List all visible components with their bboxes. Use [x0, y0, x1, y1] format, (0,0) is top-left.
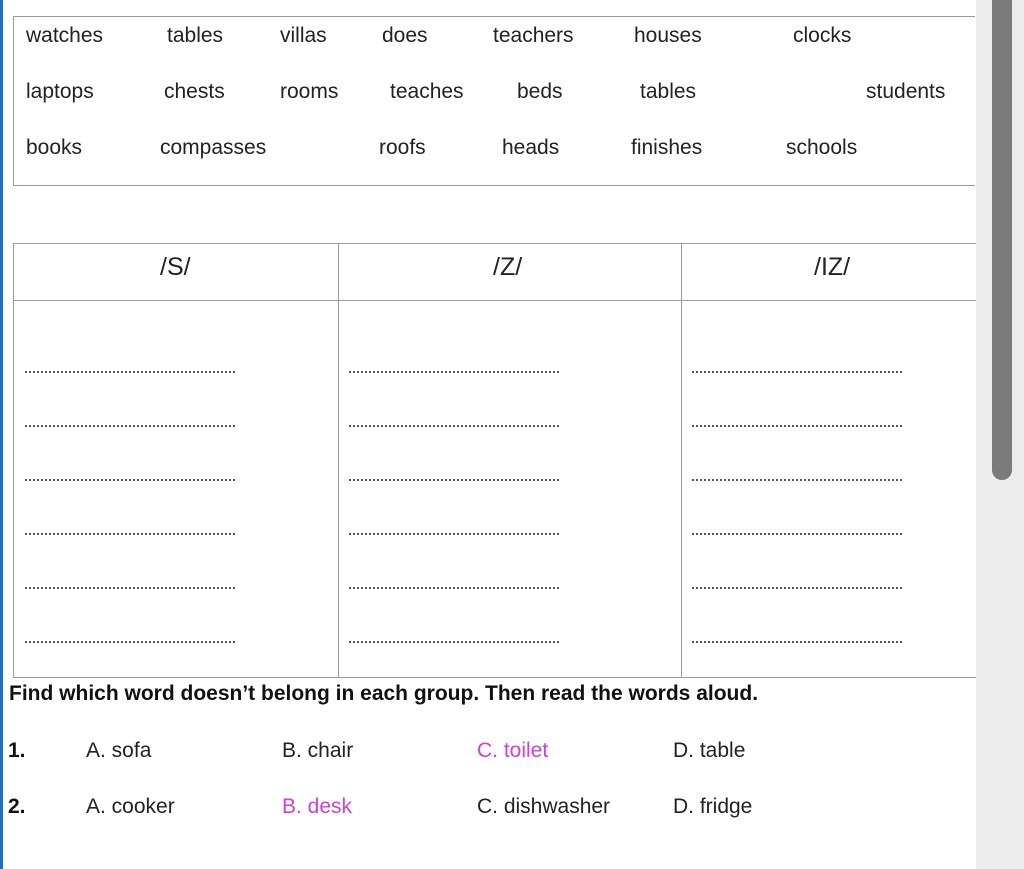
answer-blank[interactable]: [692, 641, 902, 643]
answer-blank[interactable]: [25, 371, 235, 373]
word-bank-item: compasses: [160, 136, 267, 159]
word-bank-item: heads: [502, 136, 560, 159]
word-bank-item: roofs: [379, 136, 426, 159]
answer-option[interactable]: D. table: [673, 739, 746, 762]
word-bank-item: teachers: [493, 24, 574, 47]
answer-blank[interactable]: [349, 425, 559, 427]
answer-blank[interactable]: [692, 479, 902, 481]
answer-option[interactable]: D. fridge: [673, 795, 753, 818]
word-bank-item: finishes: [631, 136, 703, 159]
word-bank-item: houses: [634, 24, 702, 47]
answer-blank[interactable]: [349, 641, 559, 643]
answer-blank[interactable]: [692, 533, 902, 535]
word-bank-item: villas: [280, 24, 327, 47]
column-divider: [681, 244, 682, 677]
answer-blank[interactable]: [25, 425, 235, 427]
question-number: 2.: [8, 795, 26, 818]
question-number: 1.: [8, 739, 26, 762]
word-bank-item: tables: [167, 24, 224, 47]
answer-blank[interactable]: [25, 479, 235, 481]
column-header-z: /Z/: [493, 253, 523, 281]
answer-blank[interactable]: [349, 587, 559, 589]
word-bank-item: beds: [517, 80, 563, 103]
column-header-iz: /IZ/: [814, 253, 851, 281]
answer-blank[interactable]: [692, 587, 902, 589]
answer-option-highlighted[interactable]: C. toilet: [477, 739, 549, 762]
answer-blank[interactable]: [349, 479, 559, 481]
word-bank-item: clocks: [793, 24, 852, 47]
header-divider: [14, 300, 976, 301]
scrollbar-thumb[interactable]: [992, 0, 1012, 480]
answer-option-highlighted[interactable]: B. desk: [282, 795, 353, 818]
answer-blank[interactable]: [349, 371, 559, 373]
answer-option[interactable]: A. sofa: [86, 739, 152, 762]
sound-table: [13, 243, 976, 678]
answer-blank[interactable]: [349, 533, 559, 535]
word-bank-item: teaches: [390, 80, 464, 103]
answer-blank[interactable]: [25, 533, 235, 535]
exercise-instruction: Find which word doesn’t belong in each group. Then read the words aloud.: [9, 682, 759, 705]
word-bank-item: tables: [640, 80, 697, 103]
left-accent-bar: [0, 0, 3, 869]
word-bank-item: does: [382, 24, 428, 47]
word-bank-item: students: [866, 80, 946, 103]
column-divider: [338, 244, 339, 677]
answer-option[interactable]: A. cooker: [86, 795, 175, 818]
word-bank-item: schools: [786, 136, 858, 159]
answer-option[interactable]: C. dishwasher: [477, 795, 611, 818]
word-bank-item: laptops: [26, 80, 94, 103]
word-bank-item: rooms: [280, 80, 339, 103]
column-header-s: /S/: [160, 253, 191, 281]
word-bank: [13, 16, 975, 186]
word-bank-item: books: [26, 136, 83, 159]
answer-blank[interactable]: [692, 425, 902, 427]
word-bank-item: chests: [164, 80, 225, 103]
answer-option[interactable]: B. chair: [282, 739, 354, 762]
answer-blank[interactable]: [25, 641, 235, 643]
answer-blank[interactable]: [25, 587, 235, 589]
word-bank-item: watches: [26, 24, 104, 47]
answer-blank[interactable]: [692, 371, 902, 373]
